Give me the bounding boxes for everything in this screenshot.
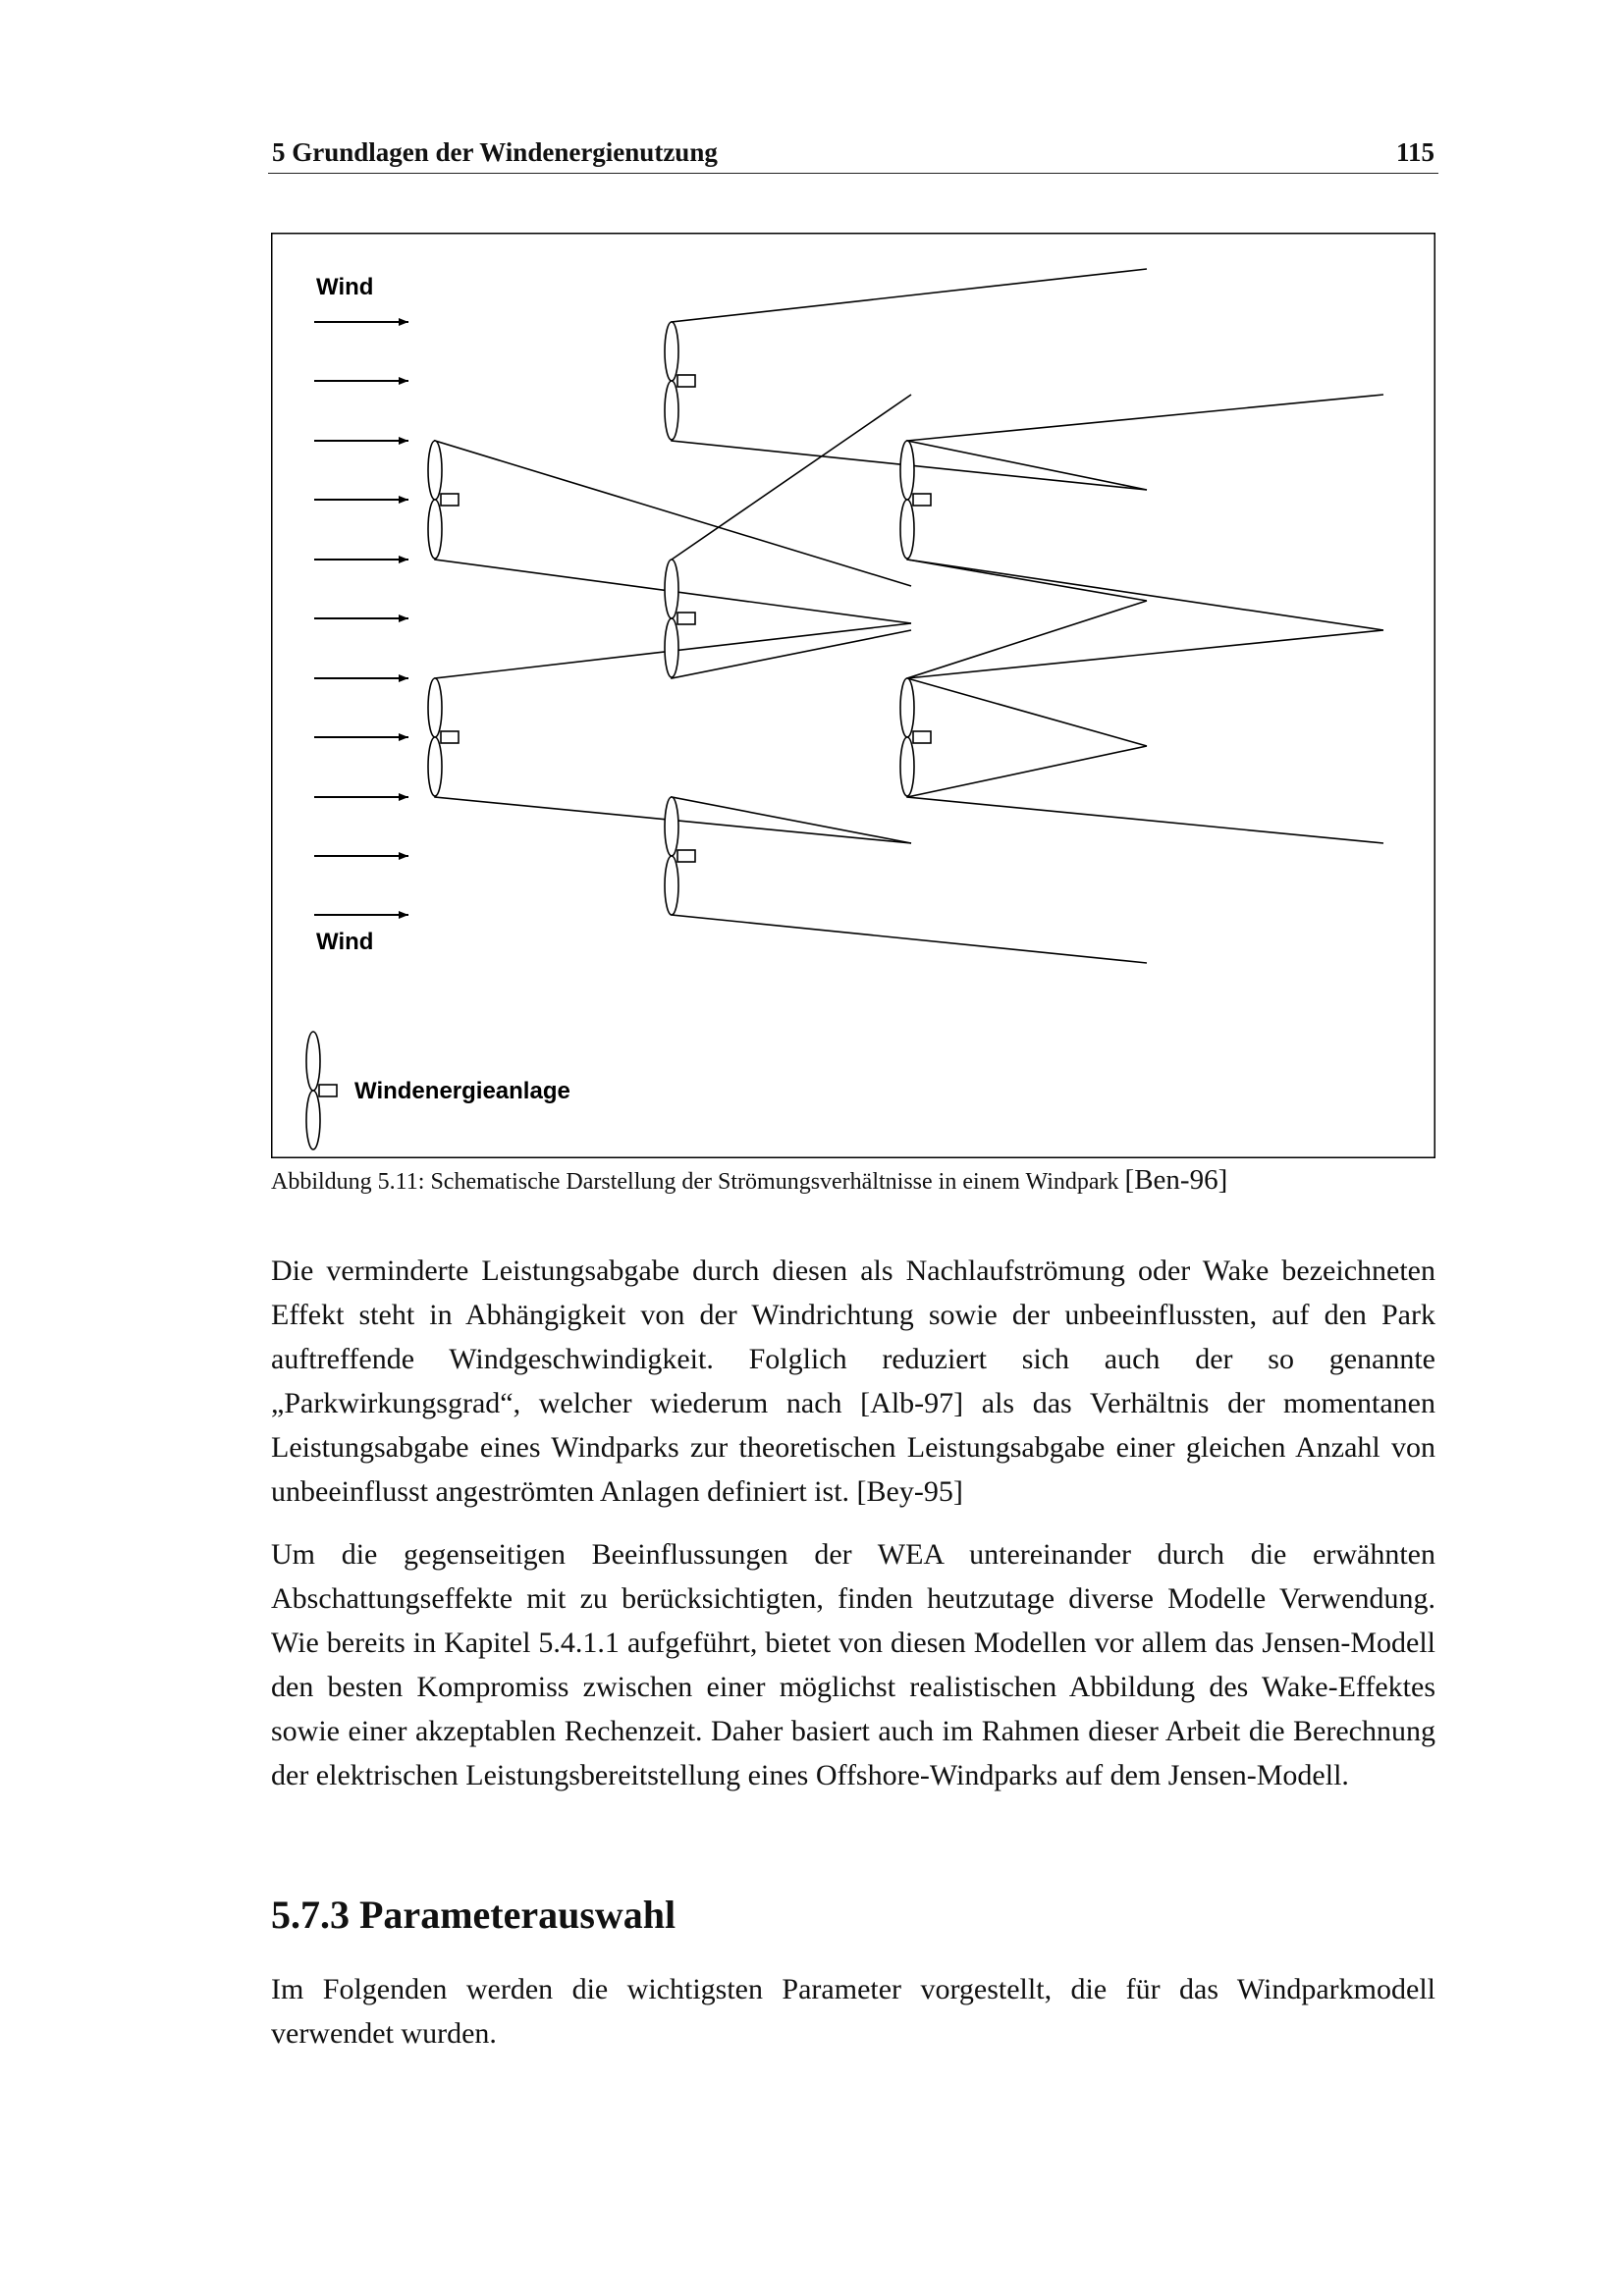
section-heading: 5.7.3 Parameterauswahl: [271, 1893, 676, 1937]
turbines: [428, 322, 931, 915]
legend-turbine-icon: [306, 1032, 337, 1149]
wind-turbine: [428, 441, 459, 559]
wake-cone: [907, 630, 1383, 678]
body-paragraph-3: Im Folgenden werden die wichtigsten Parameter vorgestellt, die für das Windparkmodell verwendet wurden.: [271, 1973, 1435, 2050]
wind-label-bottom: Wind: [316, 929, 374, 955]
wind-turbine: [900, 678, 931, 796]
wind-turbine: [665, 797, 695, 915]
wake-cone: [672, 797, 1147, 963]
body-paragraph-2: Um die gegenseitigen Beeinflussungen der WEA untereinander durch die erwähnten Abschattungseffekte mit zu berücksichtigten, finden heutzutage diverse Modelle Verwendung. Wie bereits in Kapitel 5.4.1.1 aufgeführt, bietet von diesen Modellen vor allem das Jensen-Modell den besten Kompromiss zwischen einer möglichst realistischen Abbildung des Wake-Effektes sowie einer akzeptablen Rechenzeit. Daher basiert auch im Rahmen dieser Arbeit die Berechnung der elektrischen Leistungsbereitstellung eines Offshore-Windparks auf dem Jensen-Modell.: [271, 1538, 1435, 1791]
body-paragraph-1: Die verminderte Leistungsabgabe durch diesen als Nachlaufströmung oder Wake bezeichneten Effekt steht in Abhängigkeit von der Windrichtung sowie der unbeeinflussten, auf den Park auftreffende Windgeschwindigkeit. Folglich reduziert sich auch der so genannte „Parkwirkungsgrad“, welcher wiederum nach [Alb-97] als das Verhältnis der momentanen Leistungsabgabe eines Windparks zur theoretischen Leistungsabgabe einer gleichen Anzahl von unbeeinflusst angeströmten Anlagen definiert ist. [Bey-95]: [271, 1255, 1435, 1508]
wind-arrows: [314, 322, 408, 915]
figure-frame: [272, 234, 1435, 1158]
chapter-title: 5 Grundlagen der Windenergienutzung: [272, 137, 718, 167]
page-number: 115: [1395, 137, 1434, 167]
running-header: [268, 133, 1438, 174]
wind-turbine: [900, 441, 931, 559]
caption-text: Abbildung 5.11: Schematische Darstellung der Strömungsverhältnisse in einem Windpark: [271, 1169, 1125, 1195]
wind-label-top: Wind: [316, 274, 374, 300]
windpark-figure: [271, 233, 1435, 1158]
windpark-diagram: [271, 233, 1435, 1158]
wake-cone: [907, 746, 1147, 797]
wake-lines: [435, 269, 1383, 963]
wind-turbine: [665, 560, 695, 677]
figure-caption: [271, 1164, 1227, 1197]
wind-turbine: [665, 322, 695, 440]
wake-cone: [672, 395, 911, 678]
wake-cone: [907, 395, 1383, 441]
caption-reference: [Ben-96]: [1124, 1164, 1228, 1196]
wake-cone: [907, 678, 1147, 746]
wind-turbine: [428, 678, 459, 796]
wake-cone: [907, 560, 1383, 630]
legend: [306, 1032, 570, 1149]
legend-label: Windenergieanlage: [354, 1078, 570, 1104]
